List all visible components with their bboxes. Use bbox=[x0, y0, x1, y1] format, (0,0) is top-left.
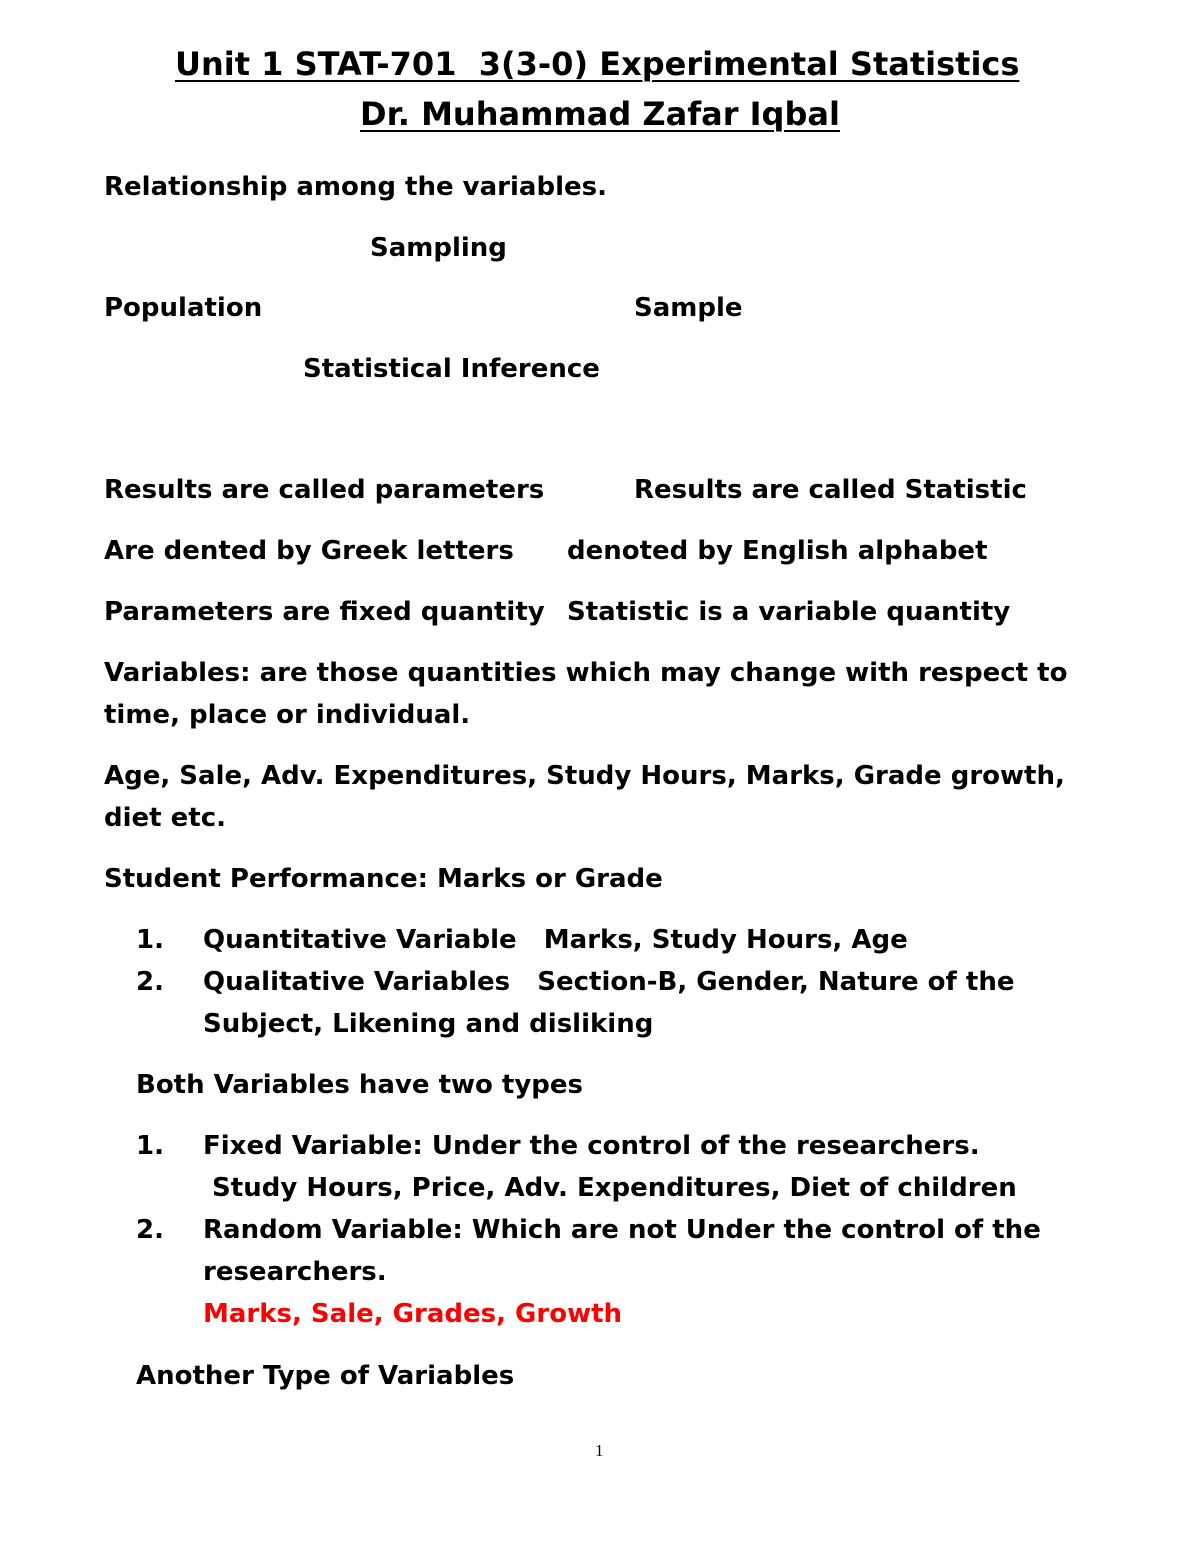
variables-examples: Age, Sale, Adv. Expenditures, Study Hours, Marks, Grade growth, bbox=[104, 761, 1065, 791]
population-label: Population bbox=[104, 293, 263, 323]
list-number: 2. bbox=[136, 967, 164, 997]
comparison-left: Parameters are fixed quantity bbox=[104, 597, 545, 627]
variables-definition: Variables: are those quantities which may change with respect to bbox=[104, 658, 1068, 688]
comparison-right: denoted by English alphabet bbox=[567, 536, 988, 566]
list-item: Fixed Variable: Under the control of the researchers. bbox=[203, 1131, 980, 1161]
list-item: Quantitative Variable Marks, Study Hours, Age bbox=[203, 925, 908, 955]
random-variable-examples: Marks, Sale, Grades, Growth bbox=[203, 1299, 623, 1329]
sample-label: Sample bbox=[634, 293, 743, 323]
list-item-cont: researchers. bbox=[203, 1257, 387, 1287]
list-item-cont: Study Hours, Price, Adv. Expenditures, Diet of children bbox=[203, 1173, 1017, 1203]
variables-examples-cont: diet etc. bbox=[104, 803, 226, 833]
comparison-left: Are dented by Greek letters bbox=[104, 536, 514, 566]
list-number: 2. bbox=[136, 1215, 164, 1245]
list-item-cont: Subject, Likening and disliking bbox=[203, 1009, 654, 1039]
list-number: 1. bbox=[136, 1131, 164, 1161]
document-author: Dr. Muhammad Zafar Iqbal bbox=[360, 95, 840, 133]
inference-label: Statistical Inference bbox=[303, 354, 600, 384]
list-item: Random Variable: Which are not Under the control of the bbox=[203, 1215, 1041, 1245]
list-number: 1. bbox=[136, 925, 164, 955]
list-item: Qualitative Variables Section-B, Gender, Nature of the bbox=[203, 967, 1015, 997]
page-number: 1 bbox=[595, 1441, 604, 1460]
comparison-right: Statistic is a variable quantity bbox=[567, 597, 1011, 627]
another-type-heading: Another Type of Variables bbox=[136, 1361, 515, 1391]
comparison-right: Results are called Statistic bbox=[634, 475, 1027, 505]
student-performance: Student Performance: Marks or Grade bbox=[104, 864, 663, 894]
relationship-heading: Relationship among the variables. bbox=[104, 172, 607, 202]
document-title: Unit 1 STAT-701 3(3-0) Experimental Statistics bbox=[175, 45, 1020, 83]
variables-definition-cont: time, place or individual. bbox=[104, 700, 471, 730]
both-types-heading: Both Variables have two types bbox=[136, 1070, 584, 1100]
comparison-left: Results are called parameters bbox=[104, 475, 545, 505]
sampling-label: Sampling bbox=[370, 233, 507, 263]
